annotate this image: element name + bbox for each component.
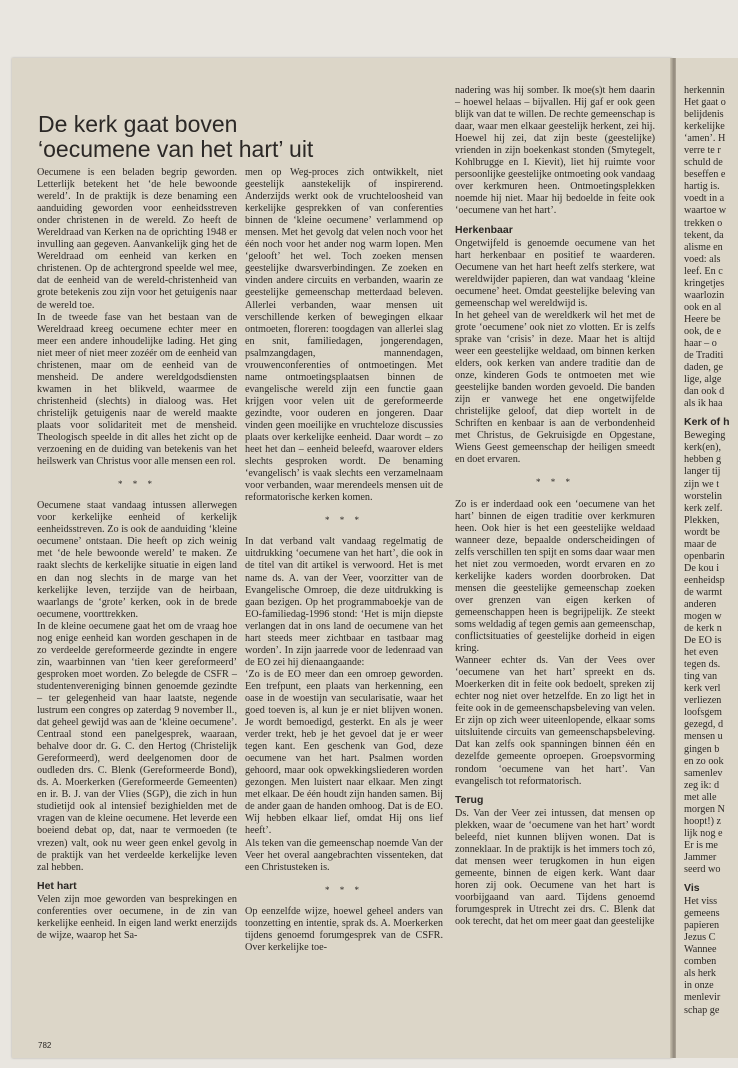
paragraph: Oecumene staat vandaag intussen allerwegen voor kerkelijke eenheid of kerkelijk eenheidsstreven. Zo is ook de aanduiding ‘kleine oecumene’ ontstaan. Die heeft op zich weinig met ‘de hele bewoonde wereld’ te maken. Ze raakt slechts de kerkelijke situatie in eigen land en dan nog slechts in de marge van het kerkelijke leven, terzijde van de heirbaan, waarlangs de ‘grote’ kerken, ook in de brede oecumene, voorttrekken. — [37, 500, 237, 620]
paragraph: Wannee — [684, 944, 717, 956]
paragraph: daden, ge — [684, 362, 724, 374]
paragraph: in onze — [684, 980, 714, 992]
paragraph: openbarin — [684, 550, 725, 562]
paragraph: kerk(en), — [684, 442, 722, 454]
section-heading: Herkenbaar — [455, 223, 513, 236]
paragraph: verliezen — [684, 695, 722, 707]
section-heading: Terug — [455, 793, 484, 806]
section-divider: * * * — [118, 479, 156, 490]
paragraph: In dat verband valt vandaag regelmatig de uitdrukking ‘oecumene van het hart’, die ook in de titel van dit artikel is verwoord. Het is met name ds. A. van der Veer, voorzitter van de Evangelische Omroep, die deze uitdrukking is gaan bezigen. Op het programmaboekje van de EO-familiedag-1996 stond: ‘Het is mijn diepste verlangen dat in ons land de oecumene van het hart steeds meer zichtbaar en tastbaar mag worden’. In zijn jaarrede voor de ledenraad van de EO zei hij dienaangaande: — [245, 536, 443, 668]
paragraph: kerk verl — [684, 683, 721, 695]
paragraph: ook, de e — [684, 325, 722, 337]
paragraph: haar – o — [684, 337, 717, 349]
paragraph: Op eenzelfde wijze, hoewel geheel anders van toonzetting en intentie, sprak ds. A. Moerkerken tijdens genoemd forumgesprek van de CSFR. Over kerkelijke toe- — [245, 905, 443, 953]
paragraph: de kerk n — [684, 623, 722, 635]
paragraph: voedt in a — [684, 193, 725, 205]
paragraph: Oecumene is een beladen begrip geworden. Letterlijk betekent het ‘de hele bewoonde wereld’. In de praktijk is deze benaming een aanduiding geworden voor eenheidsstreven onder christenen in de wereld. Zo heeft de Wereldraad van Kerken na de oprichting 1948 er invulling aan gegeven. Aanvankelijk ging het de Wereldraad om eenheid van kerken en christenen. Op de achtergrond speelde wel mee, dat de eenheid van de wereld-christenheid van grote betekenis zou zijn voor het getuigenis naar de wereld toe. — [37, 167, 237, 311]
paragraph: Ds. Van der Veer zei intussen, dat mensen op plekken, waar de ‘oecumene van het hart’ wordt beleefd, niet kunnen blijven wonen. Dat is zonneklaar. In de praktijk is het immers toch zó, dat mensen weer terugkomen in hun eigen gemeente, binnen de eigen kerk. Want daar horen zij ook. Oecumene van het hart is voorbijgaand van aard. Tijdens genoemd forumgesprek in Utrecht zei drs. C. Blenk dat ook terecht, dat het om meer gaat dan geestelijke — [455, 807, 655, 928]
paragraph: hartig is. — [684, 181, 720, 193]
paragraph: wordt be — [684, 526, 720, 538]
paragraph: en zo ook — [684, 755, 724, 767]
paragraph: leef. En c — [684, 265, 723, 277]
paragraph: als herk — [684, 968, 716, 980]
paragraph: In het geheel van de wereldkerk wil het met de grote ‘oecumene’ ook niet zo vlotten. Er is zelfs sprake van ‘crisis’ in deze. Maar het is altijd weer een geestelijke weldaad, om binnen kerken elders, ook kerken van andere traditie dan de onze, kinderen Gods te ontmoeten met wie geestelijke banden worden gevoeld. Die banden zijn er vanwege het ene ongetwijfelde christelijke geloof, dat diep wortelt in de Schriften en kenbaar is aan de verbondenheid met Christus, de Gekruisigde en Opgestane, Wiens Geest gemeenschap der heiligen smeedt en doet ervaren. — [455, 309, 655, 466]
paragraph: de warmt — [684, 586, 723, 598]
paragraph: waartoe w — [684, 205, 727, 217]
paragraph: gezegd, d — [684, 719, 724, 731]
paragraph: de Traditi — [684, 350, 724, 362]
paragraph: lige, alge — [684, 374, 722, 386]
paragraph: dan ook d — [684, 386, 725, 398]
paragraph: morgen N — [684, 803, 725, 815]
column-4-partial — [684, 85, 738, 1017]
paragraph: samenlev — [684, 767, 723, 779]
paragraph: gemeens — [684, 908, 720, 920]
paragraph: langer tij — [684, 466, 721, 478]
column-3 — [455, 85, 655, 928]
paragraph: waarlozin — [684, 289, 725, 301]
paragraph: herkennin — [684, 85, 725, 96]
section-divider: * * * — [325, 515, 363, 526]
paragraph: zijn we t — [684, 478, 720, 490]
paragraph: Zo is er inderdaad ook een ‘oecumene van het hart’ binnen de eigen traditie over kerkmuren heen. Ook hier is het een geestelijke weldaad wanneer deze, bepaalde onderscheidingen of zelfs verschillen ten spijt en soms daar waar men het niet zou vermoeden, wordt ervaren en zo kerkelijke kaders worden doorbroken. Dat mensen die geestelijke gemeenschap zoeken over grenzen van eigen kerken of gemeenschappen heen is begrijpelijk. Ze steekt soms weldadig af tegen gemis aan gemeenschap, conflictsituaties of geestelijke dorheid in eigen kring. — [455, 498, 655, 655]
paragraph: tegen ds. — [684, 659, 721, 671]
paragraph: mogen w — [684, 611, 722, 623]
paragraph: ook en al — [684, 301, 722, 313]
paragraph: kringetjes — [684, 277, 725, 289]
paragraph: De kou i — [684, 562, 720, 574]
paragraph: hoopt!) z — [684, 815, 722, 827]
paragraph: schap ge — [684, 1004, 720, 1016]
paragraph: Jammer — [684, 851, 717, 863]
paragraph: lijk nog e — [684, 827, 723, 839]
paragraph: Heere be — [684, 313, 721, 325]
section-divider: * * * — [536, 477, 574, 488]
paragraph: seerd wo — [684, 864, 721, 875]
paragraph: comben — [684, 956, 717, 968]
paragraph: belijdenis — [684, 109, 724, 121]
paragraph: nadering was hij somber. Ik moe(s)t hem daarin – hoewel helaas – bijvallen. Hij gaf er ook geen blijk van dat te willen. De rechte gemeenschap is daar, waar men elkaar geestelijk herkent, zei hij. Hoewel hij zei, dat zijn beste (geestelijke) vrienden in zijn boekenkast stonden (Smytegelt, Kohlbrugge en I. Kievit), liet hij ruimte voor persoonlijke geestelijke ontmoeting ook vandaag over kerkmuren heen. Ontmoetingsplekken noemde hij niet. Maar hij bedoelde in feite ook ‘oecumene van het hart’. — [455, 85, 655, 217]
paragraph: anderen — [684, 598, 717, 610]
paragraph: Ongetwijfeld is genoemde oecumene van het hart herkenbaar en positief te waarderen. Oecumene van het hart heeft zelfs sterkere, wat wereldwijder papieren, dan wat vandaag ‘kleine oecumene’ heet. Omdat geestelijke beleving van gemeenschap wel wereldwijd is. — [455, 237, 655, 309]
article-title: De kerk gaat boven ‘oecumene van het hart’ uit — [38, 111, 314, 162]
paragraph: Wanneer echter ds. Van der Vees over ‘oecumene van het hart’ spreekt en ds. Moerkerken dit in feite ook bedoelt, spreken zij echter nog niet over hetzelfde. En zo ligt het in feite ook in de gemeenschapsbeleving van velen. Er zijn op zich weer uiteenlopende, elkaar soms uitsluitende circuits van gemeenschapsbeleving. Dat kan zelfs ook spanningen binnen één en dezelfde gemeente oproepen. Groepsvorming rondom ‘oecumene van het hart’. Van evangelisch tot reformatorisch. — [455, 655, 655, 787]
paragraph: Als teken van die gemeenschap noemde Van der Veer het overal aangebrachten vissenteken, dat een Christusteken is. — [245, 837, 443, 873]
paragraph: mensen u — [684, 731, 723, 743]
paragraph: met alle — [684, 791, 717, 803]
section-heading: Het hart — [37, 879, 77, 892]
paragraph: beseffen e — [684, 169, 726, 181]
column-2 — [245, 167, 443, 954]
paragraph: voed: als — [684, 253, 721, 265]
paragraph: Er is me — [684, 839, 718, 851]
paragraph: menlevir — [684, 992, 721, 1004]
paragraph: men op Weg-proces zich ontwikkelt, niet geestelijk aanstekelijk of inspirerend. Anderzijds werkt ook de vruchteloosheid van kerkelijke gesprekken of van conferenties binnen de ‘kleine oecumene’ verlammend op mensen. Met het gevolg dat velen noch voor het één noch voor het ander nog warm lopen. Men ‘gelooft’ het wel. Toch zoeken mensen geestelijke dwarsverbindingen. Ze zoeken en vinden andere circuits en verbanden, waarin ze geestelijke gemeenschap metterdaad beleven. Allerlei verbanden, waar mensen uit verschillende kerken of bewegingen elkaar ontmoeten, floreren: toogdagen van allerlei slag en snit, familiedagen, jongerendagen, psalmzangdagen, mannendagen, vrouwenconferenties of ontmoetingen. Met name ontmoetingsplaatsen binnen de evangelische wereld zijn een functie gaan krijgen voor velen uit de gereformeerde gezindte, voor ouderen en jongeren. Daar vinden geen moeilijke en vruchteloze discussies plaats over kerkelijke eenheid. Daar wordt – zo heet het dan – eenheid beleefd, waarover elders slechts gesproken wordt. De benaming ‘evangelisch’ is vaak slechts een verzamelnaam voor verbanden, waar merendeels mensen uit de reformatorische kerken komen. — [245, 167, 443, 504]
paragraph: trekken o — [684, 217, 723, 229]
paragraph: Jezus C — [684, 932, 716, 944]
paragraph: worstelin — [684, 490, 722, 502]
paragraph: papieren — [684, 920, 720, 932]
paragraph: hebben g — [684, 454, 722, 466]
section-divider: * * * — [325, 884, 363, 895]
paragraph: verre te r — [684, 145, 721, 157]
paragraph: ‘amen’. H — [684, 133, 726, 145]
paragraph: maar de — [684, 538, 717, 550]
paragraph: alisme en — [684, 241, 723, 253]
paragraph: kerk zelf. — [684, 502, 723, 514]
paragraph: ting van — [684, 671, 718, 683]
paragraph: loofsgem — [684, 707, 722, 719]
section-heading: Kerk of h — [684, 416, 730, 429]
paragraph: Plekken, — [684, 514, 720, 526]
paragraph: als ik haa — [684, 398, 723, 410]
paragraph: In de tweede fase van het bestaan van de Wereldraad kreeg oecumene echter meer en meer een andere inhoudelijke lading. Het ging niet meer of niet meer zozéér om de eenheid van christenen, maar om de eenheid van de mensheid. De andere wereldgodsdiensten kwamen in het blikveld, waarmee de christenheid (slechts) in dialoog was. Het christelijk getuigenis naar de wereld maakte plaats voor solidariteit met de mensheid. Theologisch speelde in dit alles het zicht op de verzoening en de duiding van betekenis van het heilswerk van Christus voor alle mensen een rol. — [37, 311, 237, 468]
column-1 — [37, 167, 237, 942]
paragraph: ‘Zo is de EO meer dan een omroep geworden. Een trefpunt, een plaats van herkenning, een oase in de woestijn van secularisatie, waar het goed toeven is, al kun je er niet blijven wonen. Je wordt bemoedigd, gesterkt. En als je weer verder trekt, heb je het gevoel dat je er weer tegen kant. Een geschenk van God, deze oecumene van het hart. Psalmen worden gehoord, maar ook opwekkingsliederen worden gezongen. Men luistert naar elkaar. Men zingt met elkaar. De één houdt zijn handen samen. Bij de ander gaan de handen omhoog. Dat is de EO. Wij hebben elkaar lief, omdat Hij ons lief heeft’. — [245, 668, 443, 837]
paragraph: gingen b — [684, 743, 720, 755]
section-heading: Vis — [684, 882, 700, 895]
paragraph: Het gaat o — [684, 97, 726, 109]
paragraph: Velen zijn moe geworden van besprekingen en conferenties over oecumene, in de zin van kerkelijke eenheid. In eigen land werkt enerzijds de wijze, waarop het Sa- — [37, 893, 237, 941]
paragraph: In de kleine oecumene gaat het om de vraag hoe nog enige eenheid kan worden geschapen in de zo verdeelde gereformeerde gezindte in engere zin, waarbinnen van ‘tien keer gereformeerd’ gesproken moet worden. Zo belegde de CSFR – studentenvereniging binnen genoemde gezindte – ter gelegenheid van haar laatste, negende lustrum een congres op zaterdag 9 november ll., dat geheel gewijd was aan de ‘kleine oecumene’. Centraal stond een panelgesprek, waaraan, behalve door dr. G. C. den Hertog (Christelijk Gereformeerd), werd deelgenomen door de oudleden drs. C. Blenk (Gereformeerde Bond), ds. A. Moerkerken (Gereformeerde Gemeenten) en ir. B. J. van der Vlies (SGP), die zich in hun studietijd ook al intensief bezighielden met de vragen van de kleine oecumene. Het leverde een boeiend debat op, dat, naar te vermoeden (te vrezen) valt, ook nu weer geen enkel gevolg in de praktijk van het verdeelde kerkelijke leven zal hebben. — [37, 620, 237, 873]
paragraph: schuld de — [684, 157, 723, 169]
paragraph: De EO is — [684, 635, 722, 647]
paragraph: Beweging — [684, 430, 726, 442]
page-number: 782 — [38, 1041, 52, 1050]
paragraph: zeg ik: d — [684, 779, 720, 791]
paragraph: Het viss — [684, 896, 718, 908]
paragraph: eenheidsp — [684, 574, 725, 586]
paragraph: kerkelijke — [684, 121, 725, 133]
paragraph: het even — [684, 647, 719, 659]
paragraph: tekent, da — [684, 229, 724, 241]
